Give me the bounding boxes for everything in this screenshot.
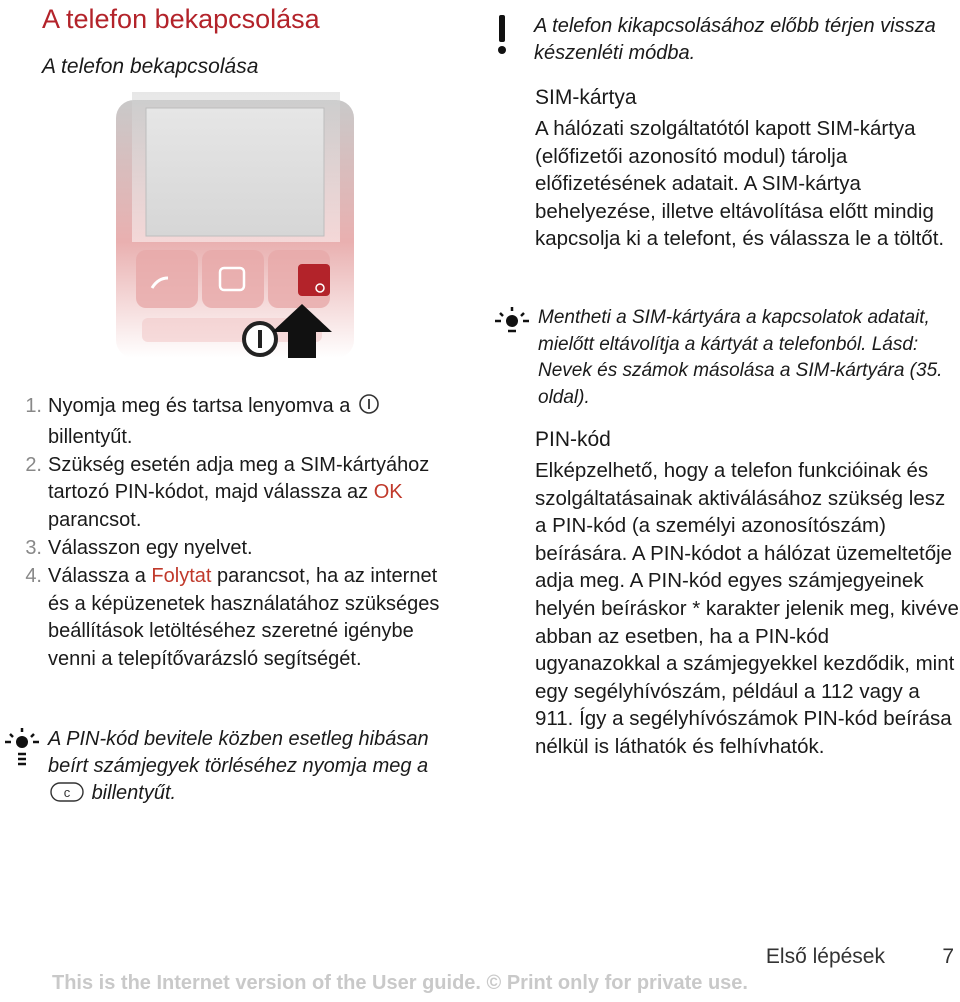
pin-code-heading: PIN-kód [535,428,611,451]
tip-lightbulb-icon [4,726,40,773]
step-text: Válassza a [48,564,146,587]
step-text-end: billentyűt. [48,425,133,448]
startup-steps [20,393,460,674]
step-text: Szükség esetén adja meg a SIM-kártyához tartozó PIN-kódot, majd válassza az [48,453,430,504]
power-key-icon [358,393,380,424]
step-4 [20,563,460,674]
watermark-notice: This is the Internet version of the User guide. © Print only for private use. [52,972,748,994]
softkey-continue: Folytat [151,564,212,587]
clear-key-icon [50,782,84,810]
page-title: A telefon bekapcsolása [42,4,320,34]
tip-text: A PIN-kód bevitele közben esetleg hibásan beírt számjegyek törléséhez nyomja meg a [48,728,429,777]
step-text-end: parancsot. [48,509,142,532]
step-number: 1. [25,395,42,417]
tip-text: Mentheti a SIM-kártyára a kapcsolatok adatait, mielőtt eltávolítja a kártyát a telefonból. Lásd: Nevek és számok másolása a SIM-kártyára (35. oldal). [538,307,943,408]
sim-card-heading: SIM-kártya [535,86,637,109]
warning-text: A telefon kikapcsolásához előbb térjen vissza készenléti módba. [534,15,936,64]
step-number: 3. [25,536,42,559]
page-number: 7 [942,945,954,968]
step-number: 2. [25,453,42,476]
exclamation-icon [496,15,508,55]
sim-card-body: A hálózati szolgáltatótól kapott SIM-kártya (előfizetői azonosító modul) tárolja előfizetésének adatait. A SIM-kártya behelyezése, illetve eltávolítása előtt mindig kapcsolja ki a telefont, és válassza le a töltőt. [535,117,945,251]
step-2 [20,452,460,535]
tip-lightbulb-icon [494,305,530,340]
step-text: Nyomja meg és tartsa lenyomva a [48,395,351,417]
clear-key-label: c [63,785,71,800]
footer-section-name: Első lépések [765,945,885,968]
pin-code-body: Elképzelhető, hogy a telefon funkcióinak és szolgáltatásainak aktiválásához szükség lesz a PIN-kód (a személyi azonosítószám) beírására. A PIN-kódot a hálózat üzemeltetője adja meg. A PIN-kód egyes számjegyeinek helyén beíráskor * karakter jelenik meg, kivéve abban az esetben, ha a PIN-kód ugyanazokkal a számjegyekkel kezdődik, mint egy segélyhívószám, például a 112 vagy a 911. Így a segélyhívószámok PIN-kód beírása nélkül is láthatók és felhívhatók. [535,459,959,758]
step-text-end: parancsot, ha az internet és a képüzenetek használatához szükséges beállítások letöltéséhez szeretné igénybe venni a telepítővarázsló segítségét. [48,564,440,671]
section-subtitle: A telefon bekapcsolása [42,55,259,78]
phone-illustration [112,92,360,362]
tip-text-end: billentyűt. [91,782,177,804]
softkey-ok: OK [373,481,403,504]
step-3 [20,535,460,563]
step-1 [20,393,460,452]
step-text: Válasszon egy nyelvet. [48,536,253,559]
step-number: 4. [25,564,42,587]
